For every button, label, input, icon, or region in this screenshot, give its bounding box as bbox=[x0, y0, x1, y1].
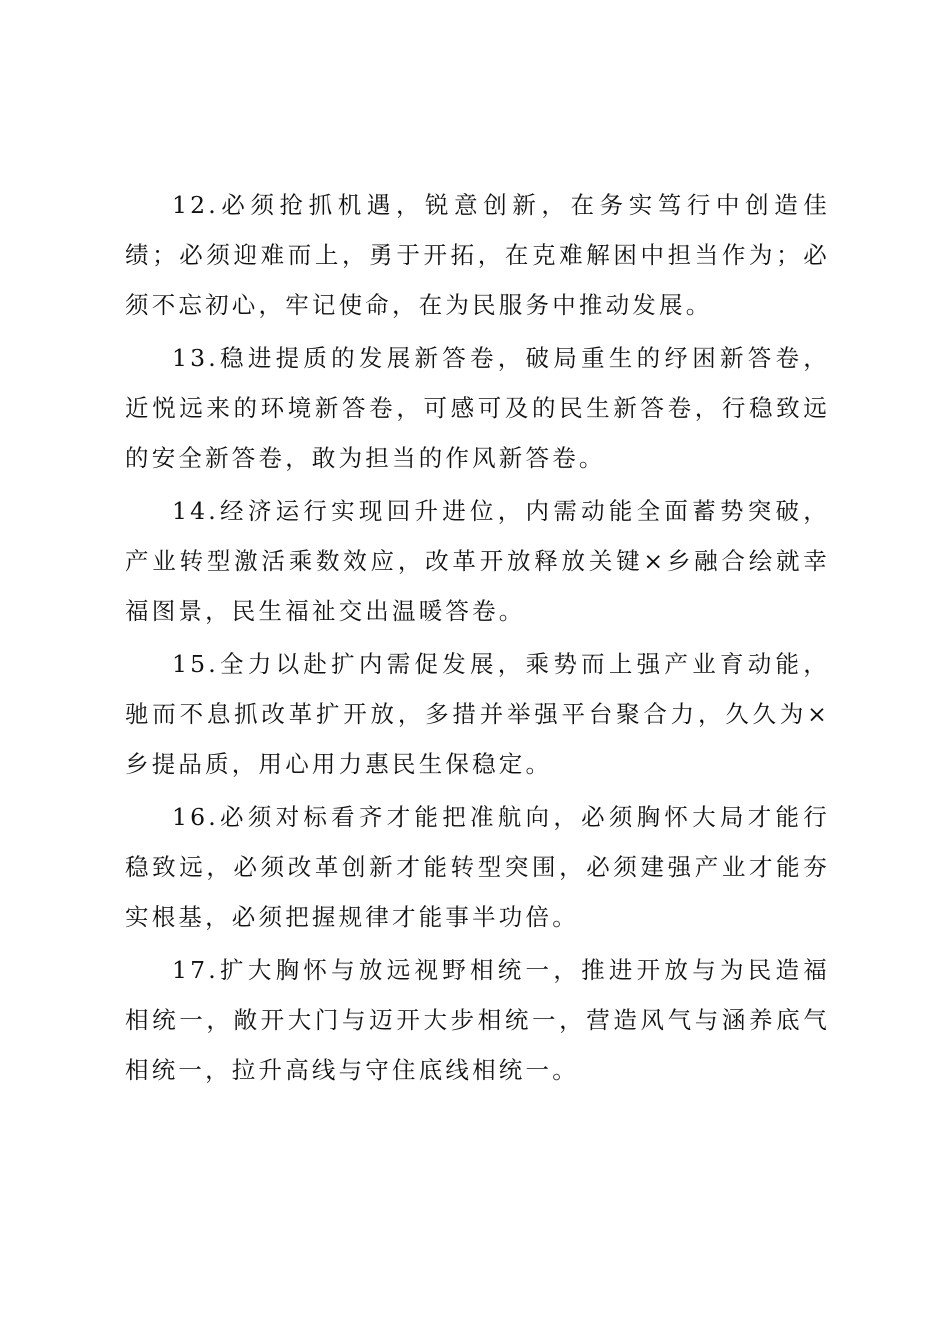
paragraph-15: 15.全力以赴扩内需促发展，乘势而上强产业育动能，驰而不息抓改革扩开放，多措并举强平台聚合力，久久为×乡提品质，用心用力惠民生保稳定。 bbox=[125, 650, 830, 778]
document-body bbox=[125, 180, 830, 1098]
paragraph-16: 16.必须对标看齐才能把准航向，必须胸怀大局才能行稳致远，必须改革创新才能转型突围，必须建强产业才能夯实根基，必须把握规律才能事半功倍。 bbox=[125, 803, 830, 931]
paragraph-14: 14.经济运行实现回升进位，内需动能全面蓄势突破，产业转型激活乘数效应，改革开放释放关键×乡融合绘就幸福图景，民生福祉交出温暖答卷。 bbox=[125, 497, 830, 625]
paragraph-12: 12.必须抢抓机遇，锐意创新，在务实笃行中创造佳绩；必须迎难而上，勇于开拓，在克难解困中担当作为；必须不忘初心，牢记使命，在为民服务中推动发展。 bbox=[125, 191, 830, 319]
paragraph-13: 13.稳进提质的发展新答卷，破局重生的纾困新答卷，近悦远来的环境新答卷，可感可及的民生新答卷，行稳致远的安全新答卷，敢为担当的作风新答卷。 bbox=[125, 344, 830, 472]
paragraph-17: 17.扩大胸怀与放远视野相统一，推进开放与为民造福相统一，敞开大门与迈开大步相统一，营造风气与涵养底气相统一，拉升高线与守住底线相统一。 bbox=[125, 956, 830, 1084]
